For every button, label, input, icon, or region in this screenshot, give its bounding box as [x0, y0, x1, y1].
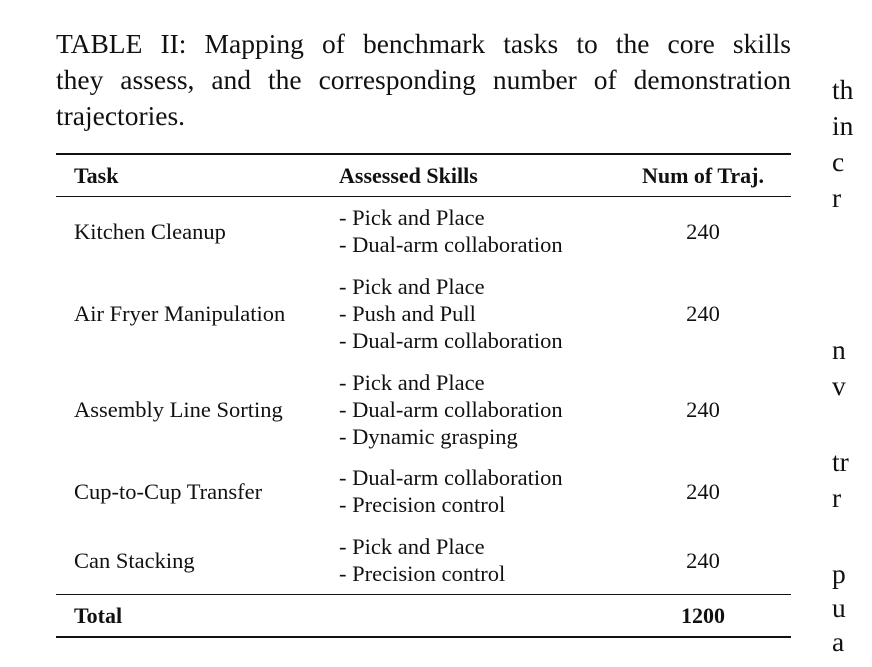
row-skills — [339, 533, 505, 587]
skill-item: - Dual-arm collaboration — [339, 232, 563, 257]
skill-item: - Precision control — [339, 561, 506, 586]
fragment-text: n — [832, 334, 846, 365]
row-task: Assembly Line Sorting — [74, 397, 283, 422]
caption-line-1: TABLE II: Mapping of benchmark tasks to the core skills — [56, 28, 791, 59]
skill-item: - Pick and Place — [339, 274, 485, 299]
caption-line-3: trajectories. — [56, 100, 186, 131]
skill-item: - Dual-arm collaboration — [339, 465, 563, 490]
skill-item: - Dual-arm collaboration — [339, 328, 563, 353]
total-label: Total — [74, 603, 123, 628]
row-task: Can Stacking — [74, 548, 195, 573]
row-task: Kitchen Cleanup — [74, 219, 226, 244]
skill-item: - Pick and Place — [339, 534, 485, 559]
row-skills — [339, 273, 563, 354]
header-task: Task — [74, 163, 119, 188]
skill-item: - Pick and Place — [339, 205, 485, 230]
fragment-text: th — [832, 74, 854, 105]
caption-line-2: they assess, and the corresponding number of demonstration — [56, 64, 791, 95]
row-skills — [339, 369, 563, 450]
header-num: Num of Traj. — [641, 163, 764, 188]
fragment-text: u — [832, 592, 846, 623]
skill-item: - Pick and Place — [339, 370, 485, 395]
row-skills — [339, 204, 563, 258]
fragment-text: tr — [832, 446, 849, 477]
table-caption — [56, 26, 791, 134]
total-num: 1200 — [681, 603, 725, 628]
total-rule — [56, 594, 791, 595]
skill-item: - Dual-arm collaboration — [339, 397, 563, 422]
skill-item: - Push and Pull — [339, 301, 476, 326]
skill-item: - Dynamic grasping — [339, 424, 518, 449]
fragment-text: r — [832, 482, 842, 513]
row-num: 240 — [686, 219, 720, 244]
row-num: 240 — [686, 548, 720, 573]
header-rule — [56, 196, 791, 197]
fragment-text: p — [832, 558, 846, 589]
skill-item: - Precision control — [339, 492, 506, 517]
row-num: 240 — [686, 301, 720, 326]
fragment-text: r — [832, 182, 842, 213]
row-task: Air Fryer Manipulation — [74, 301, 286, 326]
fragment-text: a — [832, 626, 845, 657]
row-skills — [339, 464, 563, 518]
row-task: Cup-to-Cup Transfer — [74, 479, 263, 504]
row-num: 240 — [686, 397, 720, 422]
row-num: 240 — [686, 479, 720, 504]
fragment-text: v — [832, 370, 846, 401]
header-skills: Assessed Skills — [339, 163, 478, 188]
fragment-text: in — [832, 110, 854, 141]
top-rule — [56, 153, 791, 155]
fragment-text: c — [832, 146, 845, 177]
bottom-rule — [56, 636, 791, 638]
